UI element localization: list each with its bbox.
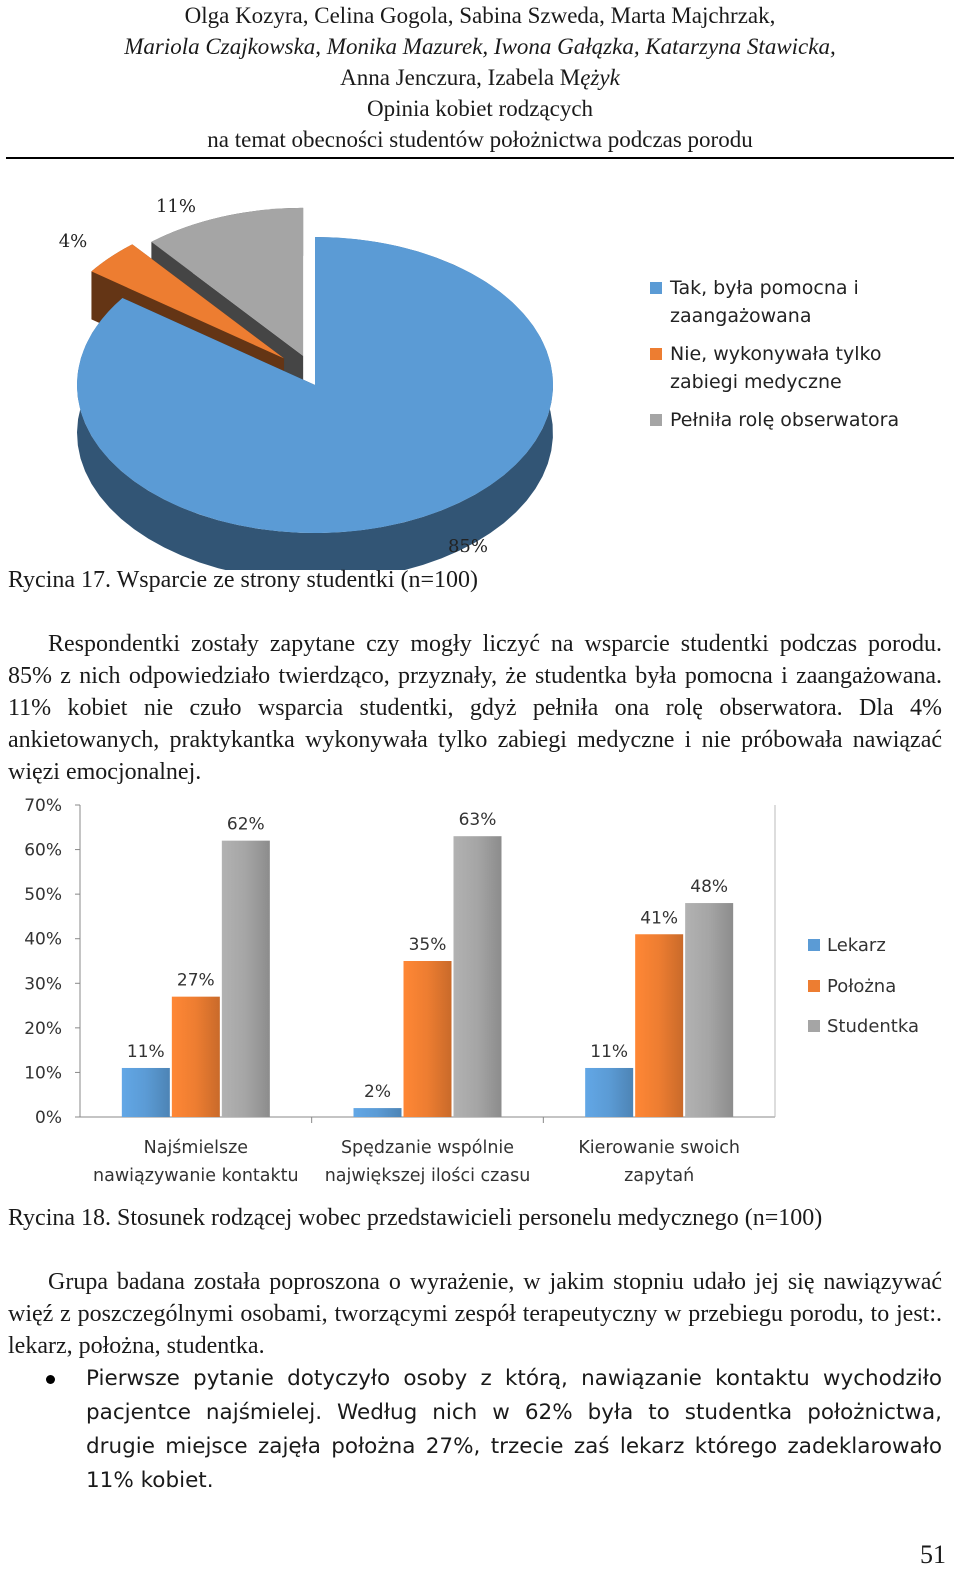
category-label-2-0: Kierowanie swoich xyxy=(578,1138,740,1158)
bar-położna-2 xyxy=(635,934,683,1117)
pie-legend-swatch-0 xyxy=(650,282,662,294)
bar-lekarz-1 xyxy=(354,1108,402,1117)
bar-studentka-1 xyxy=(454,836,502,1117)
bar-lekarz-2 xyxy=(585,1068,633,1117)
category-label-0-0: Najśmielsze xyxy=(143,1138,249,1158)
page-number: 51 xyxy=(920,1540,946,1569)
bar-lekarz-0 xyxy=(122,1068,170,1117)
title-line-2: na temat obecności studentów położnictwa podczas porodu xyxy=(207,127,753,152)
pie-legend-label-2: Pełniła rolę obserwatora xyxy=(670,409,900,431)
bar-legend-label-2: Studentka xyxy=(827,1016,919,1037)
authors-line-3 xyxy=(0,62,960,93)
bar-legend-swatch-1 xyxy=(808,980,820,992)
pie-legend-swatch-2 xyxy=(650,414,662,426)
y-tick-label-3: 30% xyxy=(24,974,62,995)
y-tick-label-1: 10% xyxy=(24,1063,62,1084)
category-label-0-1: nawiązywanie kontaktu xyxy=(93,1166,299,1186)
pie-legend-swatch-1 xyxy=(650,348,662,360)
bar-label-1-2: 41% xyxy=(640,908,679,929)
paragraph-1 xyxy=(8,628,942,788)
paragraph-1-text: Respondentki zostały zapytane czy mogły liczyć na wsparcie studentki podczas porodu. 85% z nich odpowiedziało twierdząco, przyznały, że studentka była pomocna i zaangażowana. 11% kobiet nie czuło wsparcia studentki, gdyż pełniła ona rolę obserwatora. Dla 4% ankietowanych, praktykantka wykonywała tylko zabiegi medyczne i nie próbowała nawiązać więzi emocjonalnej. xyxy=(8,631,942,785)
y-tick-label-5: 50% xyxy=(24,885,62,906)
authors-line-3-regular: Anna Jenczura, Izabela M xyxy=(340,65,581,90)
pie-chart xyxy=(0,190,640,570)
title-line-1: Opinia kobiet rodzących xyxy=(366,96,594,121)
figure-18-caption: Rycina 18. Stosunek rodzącej wobec przedstawicieli personelu medycznego (n=100) xyxy=(8,1205,823,1231)
bar-label-1-0: 27% xyxy=(176,970,215,991)
y-tick-label-0: 0% xyxy=(35,1108,62,1128)
pie-legend-label-0: Tak, była pomocna i zaangażowana xyxy=(670,277,859,327)
category-label-1-1: największej ilości czasu xyxy=(324,1166,531,1186)
category-label-2-1: zapytań xyxy=(624,1166,695,1186)
bar-label-2-0: 62% xyxy=(226,814,265,835)
bullet-dot xyxy=(46,1375,55,1384)
bar-studentka-2 xyxy=(685,903,733,1117)
pie-legend-label-1: Nie, wykonywała tylko zabiegi medyczne xyxy=(670,343,882,393)
bar-label-0-0: 11% xyxy=(126,1041,165,1062)
pie-label-0: 85% xyxy=(447,536,489,557)
bar-legend-label-0: Lekarz xyxy=(827,935,886,956)
bar-legend-swatch-2 xyxy=(808,1020,820,1032)
bar-label-2-2: 48% xyxy=(690,877,729,898)
header-rule xyxy=(6,157,954,159)
y-tick-label-2: 20% xyxy=(24,1018,62,1039)
bar-studentka-0 xyxy=(222,841,270,1117)
paragraph-2-text: Grupa badana została poproszona o wyrażenie, w jakim stopniu udało jej się nawiązywać więź z poszczególnymi osobami, tworzącymi zespół terapeutyczny w przebiegu porodu, to jest:. lekarz, położna, studentka. xyxy=(8,1269,942,1359)
bar-label-1-1: 35% xyxy=(408,935,447,955)
bar-legend-swatch-0 xyxy=(808,939,820,951)
authors-line-1: Olga Kozyra, Celina Gogola, Sabina Szweda, Marta Majchrzak, xyxy=(184,3,776,28)
category-label-1-0: Spędzanie wspólnie xyxy=(340,1138,515,1158)
y-tick-label-6: 60% xyxy=(24,840,62,861)
bar-położna-0 xyxy=(172,997,220,1117)
page-header xyxy=(0,0,960,155)
y-tick-label-4: 40% xyxy=(24,929,62,950)
figure-17-caption: Rycina 17. Wsparcie ze strony studentki (n=100) xyxy=(8,567,479,593)
paragraph-2 xyxy=(8,1266,942,1362)
pie-label-2: 11% xyxy=(155,196,197,217)
bar-label-0-1: 2% xyxy=(364,1082,391,1103)
y-tick-label-7: 70% xyxy=(24,796,62,816)
bar-legend-label-1: Położna xyxy=(827,976,897,997)
bar-label-0-2: 11% xyxy=(590,1041,629,1062)
bar-położna-1 xyxy=(404,961,452,1117)
bullet-text: Pierwsze pytanie dotyczyło osoby z którą, nawiązanie kontaktu wychodziło pacjentce najśmielej. Według nich w 62% była to studentka położnictwa, drugie miejsce zajęła położna 27%, trzecie zaś lekarz którego zadeklarowało 11% kobiet. xyxy=(86,1366,942,1493)
authors-line-3-italic: ężyk xyxy=(580,65,620,90)
bar-chart xyxy=(0,795,960,1195)
authors-line-2: Mariola Czajkowska, Monika Mazurek, Iwona Gałązka, Katarzyna Stawicka, xyxy=(124,34,836,59)
bar-label-2-1: 63% xyxy=(458,810,497,831)
pie-label-1: 4% xyxy=(58,231,88,252)
